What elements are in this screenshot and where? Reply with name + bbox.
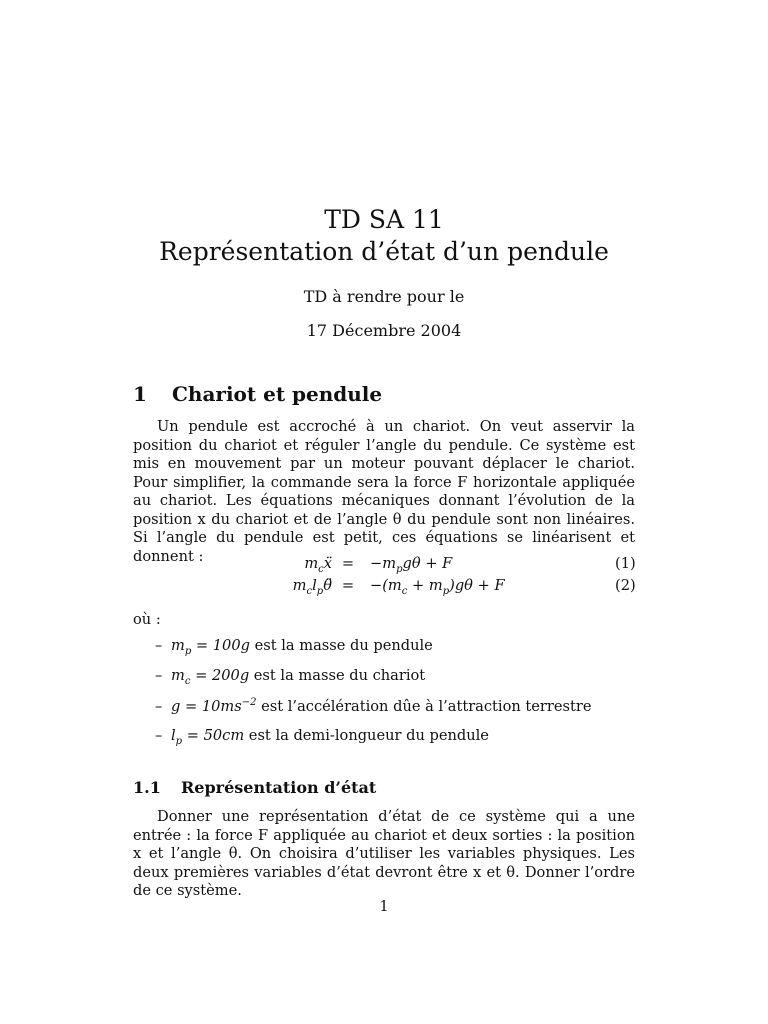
subsection-number: 1.1 <box>133 778 161 797</box>
equation-lhs: $m_cẍ$ <box>304 555 332 575</box>
list-dash: – <box>155 697 163 715</box>
list-text: est l’accélération dûe à l’attraction terrestre <box>256 697 592 715</box>
subsection-title: Représentation d’état <box>181 778 377 797</box>
equation-rhs: $-m_pg\theta + F$ <box>370 555 453 575</box>
title-line-2: Représentation d’état d’un pendule <box>159 237 609 266</box>
list-dash: – <box>155 667 163 684</box>
equation-op: = <box>341 555 355 572</box>
title-line-1: TD SA 11 <box>324 205 444 234</box>
equation-op: = <box>341 577 355 594</box>
section-number: 1 <box>133 382 147 406</box>
equation-rhs: $-(m_c + m_p)g\theta + F$ <box>370 577 505 597</box>
list-text: est la demi-longueur du pendule <box>244 727 489 744</box>
list-dash: – <box>155 727 163 744</box>
ou-label: où : <box>133 611 161 628</box>
subsection-paragraph: Donner une représentation d’état de ce système qui a une entrée : la force F appliquée au chariot et deux sorties : la position x et l’angle θ. On choisira d’utiliser les variables physiques. Les deux premières variables d’état devront être x et θ. Donner l’ordre de ce système. <box>133 808 635 899</box>
list-item <box>155 637 433 657</box>
page-number: 1 <box>379 898 389 915</box>
list-text: est la masse du chariot <box>249 667 426 684</box>
equation-number: (1) <box>615 555 636 572</box>
list-math: $m_c = 200g$ <box>171 667 250 687</box>
list-math: $g = 10ms^{-2}$ <box>171 697 257 715</box>
list-item <box>155 667 425 687</box>
list-math: $m_p = 100g$ <box>171 637 250 657</box>
list-dash: – <box>155 637 163 654</box>
document-title <box>0 204 768 268</box>
list-math: $l_p = 50cm$ <box>171 727 245 747</box>
list-text: est la masse du pendule <box>249 637 433 654</box>
subtitle: TD à rendre pour le <box>303 287 465 306</box>
list-item <box>155 727 489 747</box>
date: 17 Décembre 2004 <box>306 321 462 340</box>
equation-lhs: $m_cl_p\thetä$ <box>292 577 332 597</box>
list-item <box>155 697 591 715</box>
equation-number: (2) <box>615 577 636 594</box>
section1-paragraph: Un pendule est accroché à un chariot. On veut asservir la position du chariot et réguler l’angle du pendule. Ce système est mis en mouvement par un moteur pouvant déplacer le chariot. Pour simplifier, la commande sera la force F horizontale appliquée au chariot. Les équations mécaniques donnant l’évolution de la position x du chariot et de l’angle θ du pendule sont non linéaires. Si l’angle du pendule est petit, ces équations se linéarisent et donnent : <box>133 418 635 565</box>
section-title: Chariot et pendule <box>172 382 383 406</box>
